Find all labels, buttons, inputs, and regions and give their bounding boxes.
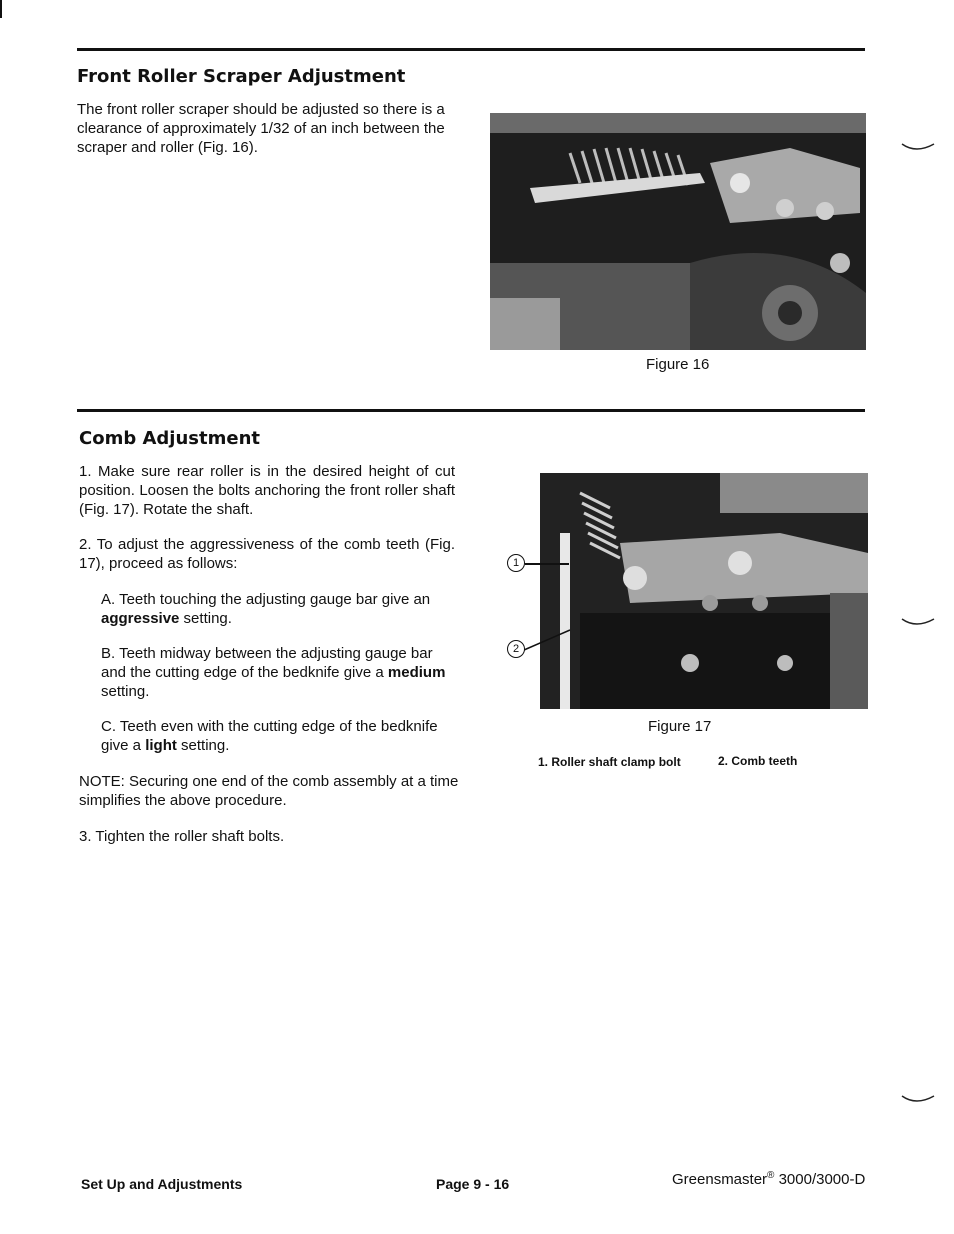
- margin-mark-1: [900, 140, 940, 156]
- figure-17-photo: [540, 473, 868, 709]
- footer-registered-mark: ®: [767, 1170, 775, 1181]
- figure-16-photo: [490, 113, 866, 350]
- section-divider-2: [77, 409, 865, 412]
- callout-1: 1: [507, 554, 525, 572]
- footer-page-number: Page 9 - 16: [436, 1176, 510, 1192]
- scan-edge-mark: [0, 0, 2, 18]
- figure-17-legend-1: 1. Roller shaft clamp bolt: [538, 755, 681, 769]
- footer-product-model: 3000/3000-D: [774, 1171, 866, 1188]
- step-3: 3. Tighten the roller shaft bolts.: [79, 828, 285, 845]
- substep-b-bold: medium: [387, 664, 446, 681]
- figure-16-caption: Figure 16: [646, 356, 710, 373]
- note: NOTE: Securing one end of the comb assembly at a time simplifies the above procedure.: [79, 773, 459, 809]
- substep-b-suffix: setting.: [101, 683, 150, 700]
- callout-2-leader: [524, 628, 574, 658]
- scraper-instructions: The front roller scraper should be adjusted so there is a clearance of approximately 1/32 of an inch between the scraper and roller (Fig. 16).: [77, 101, 445, 156]
- figure-16-illustration: [490, 113, 866, 350]
- step-1: 1. Make sure rear roller is in the desired height of cut position. Loosen the bolts anchoring the front roller shaft (Fig. 17). Rotate the shaft.: [79, 463, 455, 518]
- callout-1-leader: [525, 563, 569, 565]
- substep-b-text: B. Teeth midway between the adjusting gauge bar and the cutting edge of the bedknife give a: [101, 645, 433, 681]
- figure-17-legend-2: 2. Comb teeth: [718, 754, 798, 768]
- substep-a-text: A. Teeth touching the adjusting gauge bar give an: [101, 591, 431, 608]
- figure-17-caption: Figure 17: [648, 718, 712, 735]
- footer-product-prefix: Greensmaster: [672, 1171, 768, 1188]
- callout-2: 2: [507, 640, 525, 658]
- substep-b: [101, 644, 457, 701]
- substep-a-suffix: setting.: [179, 610, 232, 627]
- substep-c-bold: light: [145, 737, 177, 754]
- substep-c-suffix: setting.: [176, 737, 230, 754]
- margin-mark-3: [900, 1092, 940, 1108]
- footer-section-name: Set Up and Adjustments: [81, 1176, 243, 1192]
- step-2: 2. To adjust the aggressiveness of the comb teeth (Fig. 17), proceed as follows:: [79, 536, 455, 572]
- section-title-comb-adjustment: Comb Adjustment: [79, 428, 260, 449]
- substep-c-text: C. Teeth even with the cutting edge of the bedknife give a: [101, 718, 438, 754]
- section-divider: [77, 48, 865, 51]
- section-title-front-roller-scraper: Front Roller Scraper Adjustment: [77, 66, 406, 87]
- footer-product-name: [672, 1170, 865, 1188]
- figure-17-illustration: [540, 473, 868, 709]
- margin-mark-2: [900, 615, 940, 631]
- substep-a-bold: aggressive: [101, 610, 180, 627]
- substep-a: [101, 590, 457, 628]
- substep-c: [101, 717, 457, 755]
